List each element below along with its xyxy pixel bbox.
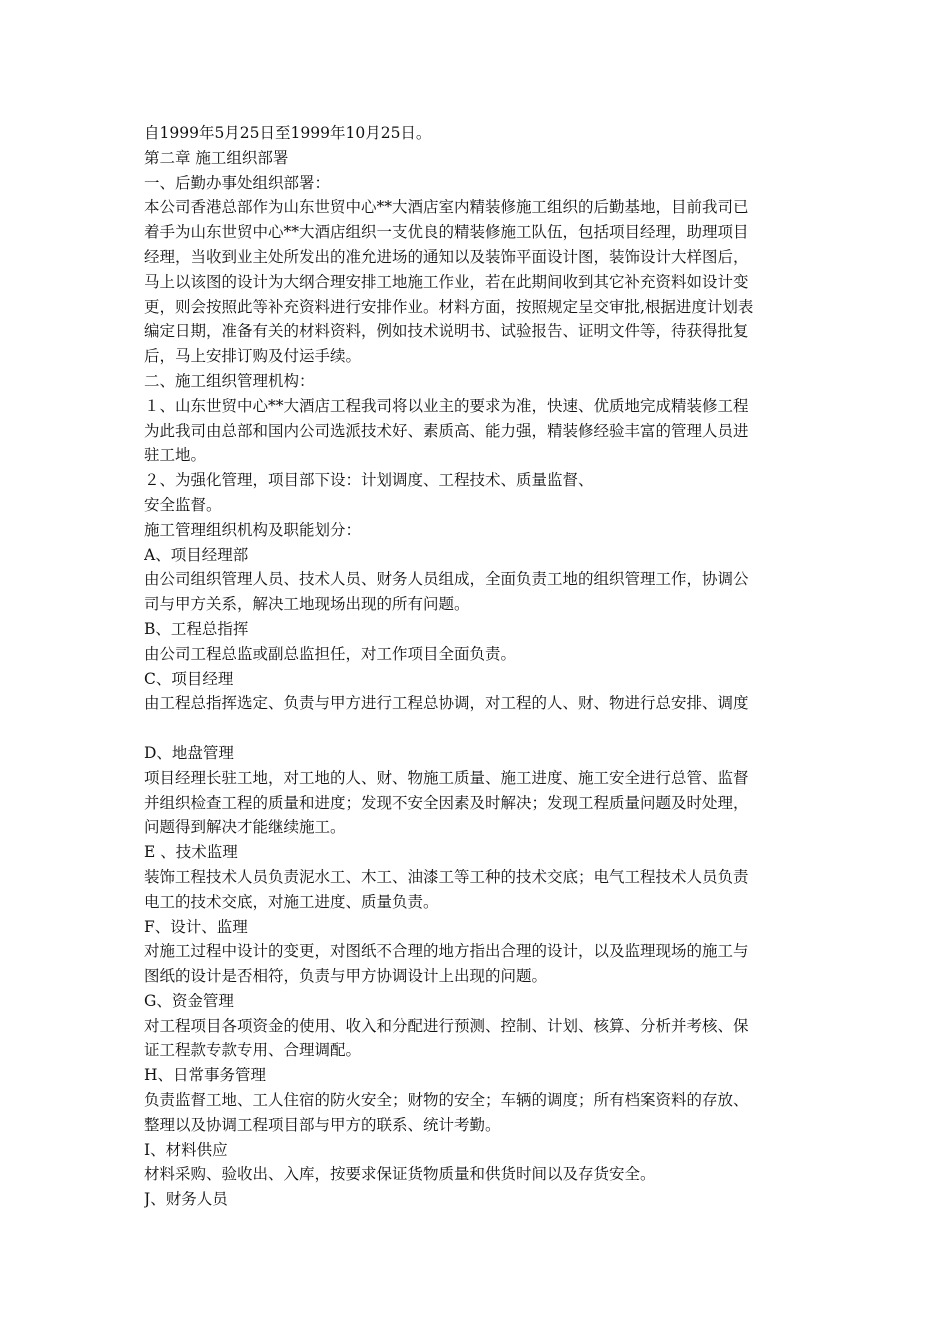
text-line: 装饰工程技术人员负责泥水工、木工、油漆工等工种的技术交底；电气工程技术人员负责 — [144, 867, 749, 886]
text-line: 本公司香港总部作为山东世贸中心**大酒店室内精装修施工组织的后勤基地，目前我司已 — [144, 198, 749, 217]
text-line: 整理以及协调工程项目部与甲方的联系、统计考勤。 — [144, 1115, 501, 1134]
text-line: 自1999年5月25日至1999年10月25日。 — [144, 124, 432, 142]
item-heading: C、项目经理 — [144, 669, 234, 688]
chapter-heading: 第二章 施工组织部署 — [144, 148, 289, 167]
blank-line — [144, 716, 810, 741]
text-line: 驻工地。 — [144, 446, 207, 465]
item-heading: D、地盘管理 — [144, 743, 234, 762]
text-line: 由公司组织管理人员、技术人员、财务人员组成，全面负责工地的组织管理工作，协调公 — [144, 570, 749, 589]
text-line: 着手为山东世贸中心**大酒店组织一支优良的精装修施工队伍，包括项目经理，助理项目 — [144, 223, 749, 242]
item-heading: A、项目经理部 — [144, 545, 249, 564]
text-line: 安全监督。 — [144, 495, 222, 514]
text-line: 经理，当收到业主处所发出的准允进场的通知以及装饰平面设计图，装饰设计大样图后， — [144, 247, 749, 266]
section-heading: 一、后勤办事处组织部署： — [144, 173, 331, 192]
text-line: 证工程款专款专用、合理调配。 — [144, 1041, 362, 1060]
text-line: 施工管理组织机构及职能划分： — [144, 520, 362, 539]
item-heading: B、工程总指挥 — [144, 619, 249, 638]
text-line: 对工程项目各项资金的使用、收入和分配进行预测、控制、计划、核算、分析并考核、保 — [144, 1016, 749, 1035]
text-line: 马上以该图的设计为大纲合理安排工地施工作业，若在此期间收到其它补充资料如设计变 — [144, 272, 749, 291]
text-line: 由工程总指挥选定、负责与甲方进行工程总协调，对工程的人、财、物进行总安排、调度 — [144, 694, 749, 713]
text-line: 项目经理长驻工地，对工地的人、财、物施工质量、施工进度、施工安全进行总管、监督 — [144, 768, 749, 787]
text-line: 后，马上安排订购及付运手续。 — [144, 347, 362, 366]
text-line: 为此我司由总部和国内公司选派技术好、素质高、能力强，精装修经验丰富的管理人员进 — [144, 421, 749, 440]
section-heading: 二、施工组织管理机构： — [144, 371, 315, 390]
text-line: 问题得到解决才能继续施工。 — [144, 818, 346, 837]
text-line: 司与甲方关系，解决工地现场出现的所有问题。 — [144, 595, 470, 614]
text-line: 编定日期，准备有关的材料资料，例如技术说明书、试验报告、证明文件等，待获得批复 — [144, 322, 749, 341]
item-heading: I、材料供应 — [144, 1140, 228, 1159]
text-line: 图纸的设计是否相符，负责与甲方协调设计上出现的问题。 — [144, 967, 548, 986]
item-heading: G、资金管理 — [144, 991, 234, 1010]
item-heading: H、日常事务管理 — [144, 1066, 267, 1085]
text-line: 负责监督工地、工人住宿的防火安全；财物的安全；车辆的调度；所有档案资料的存放、 — [144, 1091, 749, 1110]
text-line: 电工的技术交底，对施工进度、质量负责。 — [144, 892, 439, 911]
item-heading: F、设计、监理 — [144, 917, 248, 936]
text-line: ２、为强化管理，项目部下设：计划调度、工程技术、质量监督、 — [144, 471, 594, 490]
text-line: 并组织检查工程的质量和进度；发现不安全因素及时解决；发现工程质量问题及时处理， — [144, 793, 749, 812]
text-line: 材料采购、验收出、入库，按要求保证货物质量和供货时间以及存货安全。 — [144, 1165, 656, 1184]
document-body — [144, 121, 810, 1212]
text-line: １、山东世贸中心**大酒店工程我司将以业主的要求为准，快速、优质地完成精装修工程 — [144, 396, 749, 415]
text-line: 更，则会按照此等补充资料进行安排作业。材料方面，按照规定呈交审批,根据进度计划表 — [144, 297, 754, 316]
item-heading: E 、技术监理 — [144, 843, 238, 862]
text-line: 对施工过程中设计的变更，对图纸不合理的地方指出合理的设计，以及监理现场的施工与 — [144, 942, 749, 961]
text-line: 由公司工程总监或副总监担任，对工作项目全面负责。 — [144, 644, 517, 663]
item-heading: J、财务人员 — [144, 1190, 228, 1209]
